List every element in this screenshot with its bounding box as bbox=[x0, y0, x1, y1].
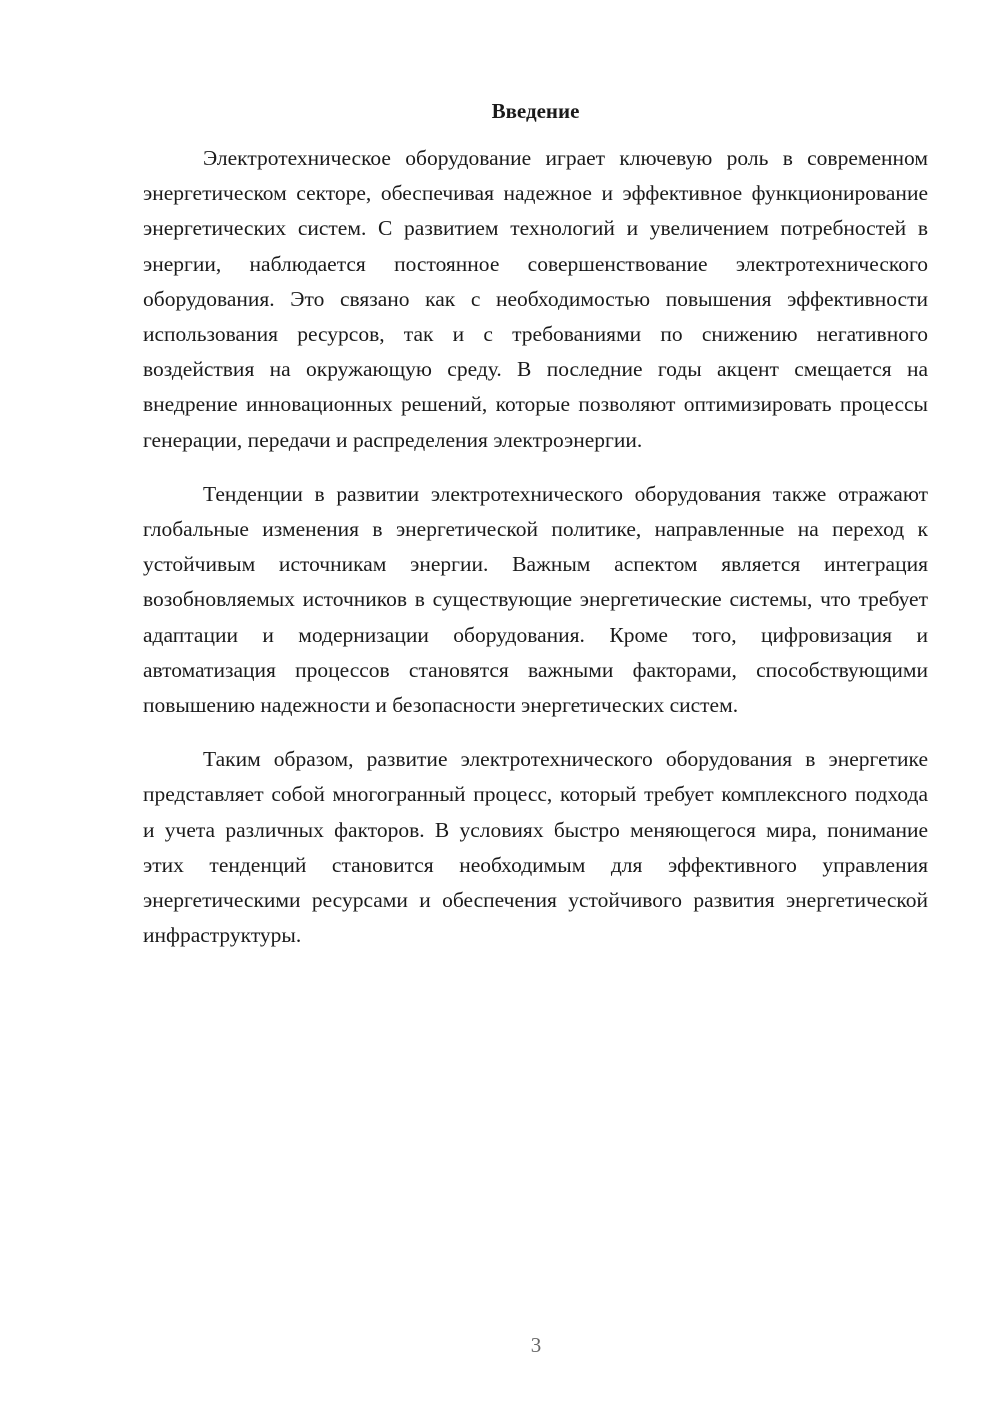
section-heading: Введение bbox=[491, 99, 580, 123]
page-number: 3 bbox=[530, 1333, 542, 1357]
page-content bbox=[143, 93, 928, 953]
paragraph-2: Тенденции в развитии электротехнического оборудования также отражают глобальные изменения в энергетической политике, направленные на переход к устойчивым источникам энергии. Важным аспектом является интеграция возобновляемых источников в существующие энергетические системы, что требует адаптации и модернизации оборудования. Кроме того, цифровизация и автоматизация процессов становятся важными факторами, способствующими повышению надежности и безопасности энергетических систем. bbox=[143, 481, 928, 718]
paragraph-1: Электротехническое оборудование играет ключевую роль в современном энергетическом секторе, обеспечивая надежное и эффективное функционирование энергетических систем. С развитием технологий и увеличением потребностей в энергии, наблюдается постоянное совершенствование электротехнического оборудования. Это связано как с необходимостью повышения эффективности использования ресурсов, так и с требованиями по снижению негативного воздействия на окружающую среду. В последние годы акцент смещается на внедрение инновационных решений, которые позволяют оптимизировать процессы генерации, передачи и распределения электроэнергии. bbox=[143, 146, 928, 452]
paragraph-3: Таким образом, развитие электротехнического оборудования в энергетике представляет собой многогранный процесс, который требует комплексного подхода и учета различных факторов. В условиях быстро меняющегося мира, понимание этих тенденций становится необходимым для эффективного управления энергетическими ресурсами и обеспечения устойчивого развития энергетической инфраструктуры. bbox=[143, 747, 928, 948]
